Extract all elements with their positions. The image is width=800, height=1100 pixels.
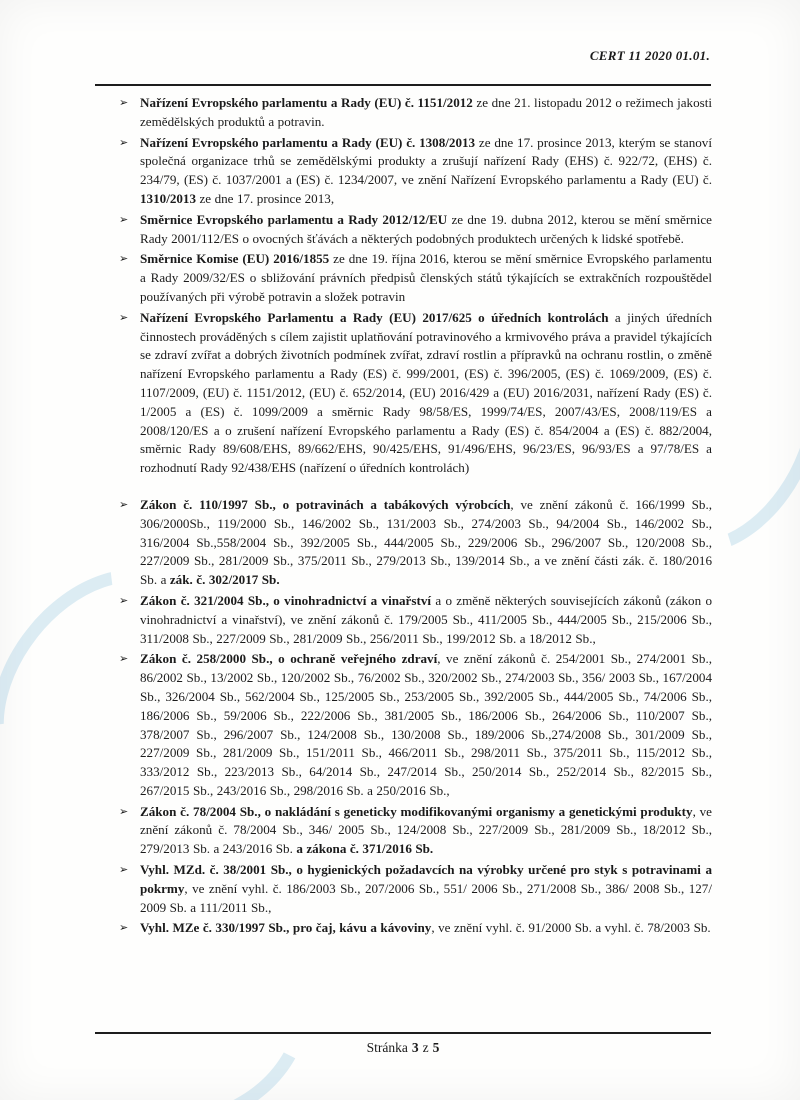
list-item-text: Vyhl. MZd. č. 38/2001 Sb., o hygienických požadavcích na výrobky určené pro styk s potravinami a pokrmy, ve znění vyhl. č. 186/2003 Sb., 207/2006 Sb., 551/ 2006 Sb., 271/2008 Sb., 386/ 2008 Sb., 127/ 2009 Sb. a 111/2011 Sb., (140, 862, 712, 915)
bullet-arrow-icon: ➢ (119, 652, 129, 666)
list-item-text: Zákon č. 321/2004 Sb., o vinohradnictví a vinařství a o změně některých souvisejících zákonů (zákon o vinohradnictví a vinařství), ve znění zákonů č. 179/2005 Sb., 411/2005 Sb., 444/2005 Sb., 215/2006 Sb., 311/2008 Sb., 227/2009 Sb., 281/2009 Sb., 256/2011 Sb., 199/2012 Sb. a 18/2012 Sb., (140, 592, 713, 646)
page-total: 5 (432, 1040, 440, 1055)
regulations-list (100, 94, 712, 478)
list-item (100, 592, 712, 648)
bullet-arrow-icon: ➢ (119, 212, 129, 226)
list-item-text: Zákon č. 110/1997 Sb., o potravinách a tabákových výrobcích, ve znění zákonů č. 166/1999 Sb., 306/2000Sb., 119/2000 Sb., 146/2002 Sb., 131/2003 Sb., 274/2003 Sb., 94/2004 Sb., 146/2002 Sb., 316/2004 Sb.,558/2004 Sb., 392/2005 Sb., 444/2005 Sb., 229/2006 Sb., 296/2007 Sb., 120/2008 Sb., 227/2009 Sb., 281/2009 Sb., 375/2011 Sb., 279/2013 Sb., 139/2014 Sb., a ve znění části zák. č. 180/2016 Sb. a zák. č. 302/2017 Sb. (140, 496, 712, 588)
page-number: 3 (411, 1040, 419, 1055)
list-item-text: Směrnice Evropského parlamentu a Rady 2012/12/EU ze dne 19. dubna 2012, kterou se mění směrnice Rady 2001/112/ES o ovocných šťávách a některých podobných produktech určených k lidské spotřebě. (140, 211, 712, 246)
bullet-arrow-icon: ➢ (119, 96, 129, 109)
list-item-text: Nařízení Evropského parlamentu a Rady (EU) č. 1308/2013 ze dne 17. prosince 2013, kterým se stanoví společná organizace trhů se zemědělskými produkty a zrušují nařízení Rady (EHS) č. 922/72, (EHS) č. 234/79, (ES) č. 1037/2001 a (ES) č. 1234/2007, ve znění Nařízení Evropského parlamentu a Rady (EU) č. 1310/2013 ze dne 17. prosince 2013, (140, 134, 712, 206)
list-item (100, 861, 712, 917)
laws-list (100, 496, 712, 938)
list-item (100, 496, 712, 590)
footer-separator: z (422, 1040, 429, 1055)
list-item (100, 803, 712, 859)
footer-divider (95, 1032, 711, 1034)
list-item (100, 919, 712, 938)
bullet-arrow-icon: ➢ (119, 804, 129, 818)
list-item-text: Směrnice Komise (EU) 2016/1855 ze dne 19. října 2016, kterou se mění směrnice Evropského parlamentu a Rady 2009/32/ES o sbližování právních předpisů členských států týkajících se extrakčních rozpouštědel používaných při výrobě potravin a složek potravin (140, 251, 712, 304)
list-item-text: Nařízení Evropského Parlamentu a Rady (EU) 2017/625 o úředních kontrolách a jiných úředních činnostech prováděných s cílem zajistit uplatňování potravinového a krmivového práva a pravidel týkajících se zdraví zvířat a dobrých životních podmínek zvířat, zdraví rostlin a přípravků na ochranu rostlin, o změně nařízení Evropského parlamentu a Rady (ES) č. 999/2001, (ES) č. 396/2005, (ES) č. 1069/2009, (ES) č. 1107/2009, (EU) č. 1151/2012, (EU) č. 652/2014, (EU) 2016/429 a (EU) 2016/2031, nařízení Rady (ES) č. 1/2005 a (ES) č. 1099/2009 a směrnic Rady 98/58/ES, 1999/74/ES, 2007/43/ES, 2008/119/ES a 2008/120/ES a o zrušení nařízení Evropského parlamentu a Rady (ES) č. 854/2004 a (ES) č. 882/2004, směrnic Rady 89/608/EHS, 89/662/EHS, 90/425/EHS, 91/496/EHS, 96/23/ES, 96/93/ES a 97/78/ES a rozhodnutí Rady 92/438/EHS (nařízení o úředních kontrolách) (140, 309, 712, 476)
list-item-text: Zákon č. 78/2004 Sb., o nakládání s geneticky modifikovanými organismy a genetickými produkty, ve znění zákonů č. 78/2004 Sb., 346/ 2005 Sb., 124/2008 Sb., 227/2009 Sb., 281/2009 Sb., 18/2012 Sb., 279/2013 Sb. a 243/2016 Sb. a zákona č. 371/2016 Sb. (140, 803, 712, 857)
document-body (100, 94, 712, 940)
bullet-arrow-icon: ➢ (119, 921, 129, 935)
page-footer (95, 1040, 711, 1056)
list-item-text: Nařízení Evropského parlamentu a Rady (EU) č. 1151/2012 ze dne 21. listopadu 2012 o režimech jakosti zemědělských produktů a potravin. (140, 95, 712, 129)
list-item (100, 650, 712, 800)
list-item-text: Vyhl. MZe č. 330/1997 Sb., pro čaj, kávu a kávoviny, ve znění vyhl. č. 91/2000 Sb. a vyhl. č. 78/2003 Sb. (140, 920, 711, 936)
bullet-arrow-icon: ➢ (119, 497, 129, 511)
doc-reference: CERT 11 2020 01.01. (589, 48, 710, 63)
list-item-text: Zákon č. 258/2000 Sb., o ochraně veřejného zdraví, ve znění zákonů č. 254/2001 Sb., 274/2001 Sb., 86/2002 Sb., 13/2002 Sb., 120/2002 Sb., 76/2002 Sb., 320/2002 Sb., 274/2003 Sb., 356/ 2003 Sb., 167/2004 Sb., 326/2004 Sb., 562/2004 Sb., 125/2005 Sb., 253/2005 Sb., 392/2005 Sb., 444/2005 Sb., 74/2006 Sb., 186/2006 Sb., 59/2006 Sb., 222/2006 Sb., 381/2005 Sb., 186/2006 Sb., 264/2006 Sb., 110/2007 Sb., 378/2007 Sb., 296/2007 Sb., 124/2008 Sb., 130/2008 Sb., 189/2006 Sb.,274/2008 Sb., 301/2009 Sb., 227/2009 Sb., 281/2009 Sb., 151/2011 Sb., 466/2011 Sb., 298/2011 Sb., 375/2011 Sb., 115/2012 Sb., 333/2012 Sb., 223/2013 Sb., 64/2014 Sb., 247/2014 Sb., 250/2014 Sb., 252/2014 Sb., 82/2015 Sb., 267/2015 Sb., 243/2016 Sb., 298/2016 Sb. a 250/2016 Sb., (140, 651, 712, 798)
bullet-arrow-icon: ➢ (119, 252, 129, 266)
list-item (100, 211, 712, 249)
header-divider (95, 84, 711, 86)
bullet-arrow-icon: ➢ (119, 310, 129, 324)
list-item (100, 134, 712, 209)
bullet-arrow-icon: ➢ (119, 135, 129, 149)
list-item (100, 250, 712, 306)
footer-label: Stránka (366, 1040, 408, 1055)
list-item (100, 309, 712, 478)
bullet-arrow-icon: ➢ (119, 593, 129, 607)
list-item (100, 94, 712, 132)
bullet-arrow-icon: ➢ (119, 863, 129, 877)
